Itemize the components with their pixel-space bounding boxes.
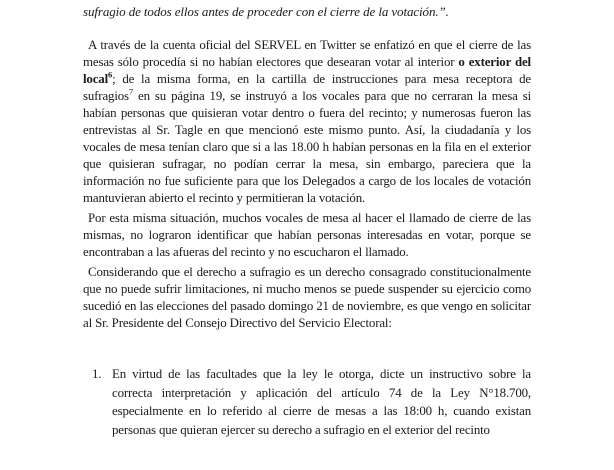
footnote-reference: 6 xyxy=(108,69,113,80)
text-segment: en su página 19, se instruyó a los vocales para que no cerraran la mesa si habían personas que quisieran votar dentro o fuera del recinto; y numerosas fueron las entrevistas al Sr. Tagle en que mencionó este mismo punto. Así, la ciudadanía y los vocales de mesa tenían claro que si a las 18.00 h habían personas en la fila en el exterior que quisieran sufragar, no podían cerrar la mesa, sin embargo, pareciera que la información no fue suficiente para que los Delegados a cargo de los locales de votación mantuvieran abierto el recinto y permitieran la votación. xyxy=(83,89,531,205)
request-list xyxy=(83,365,531,439)
text-segment: ; de la misma forma, en la cartilla de instrucciones para mesa receptora de sufragios xyxy=(83,72,531,103)
quote-line: sufragio de todos ellos antes de proceder con el cierre de la votación.”. xyxy=(83,4,449,19)
text-segment: o exterior del local xyxy=(83,55,531,86)
text-segment: Considerando que el derecho a sufragio es un derecho consagrado constitucionalmente que no puede sufrir limitaciones, ni mucho menos se puede suspender su ejercicio como sucedió en las elecciones del pasado domingo 21 de noviembre, es que vengo en solicitar al Sr. Presidente del Consejo Directivo del Servicio Electoral: xyxy=(83,265,531,330)
paragraph-llamado-de-cierre xyxy=(83,210,531,261)
list-item-text: En virtud de las facultades que la ley le otorga, dicte un instructivo sobre la correcta interpretación y aplicación del artículo 74 de la Ley N°18.700, especialmente en lo referido al cierre de mesas a las 18:00 h, cuando existan personas que quieran ejercer su derecho a sufragio en el exterior del recinto xyxy=(112,367,531,437)
footnote-reference: 7 xyxy=(128,86,134,97)
list-item-number: 1. xyxy=(92,367,102,381)
text-segment: A través de la cuenta oficial del SERVEL en Twitter se enfatizó en que el cierre de las mesas sólo procedía si no habían electores que desearan votar al interior xyxy=(83,38,531,69)
paragraph-considerando-solicitud xyxy=(83,264,531,332)
text-segment: Por esta misma situación, muchos vocales de mesa al hacer el llamado de cierre de las mismas, no lograron identificar que habían personas interesadas en votar, porque se encontraban a las afueras del recinto y no escucharon el llamado. xyxy=(83,211,531,259)
list-item-1 xyxy=(83,365,531,439)
paragraph-servel-twitter xyxy=(83,37,531,207)
